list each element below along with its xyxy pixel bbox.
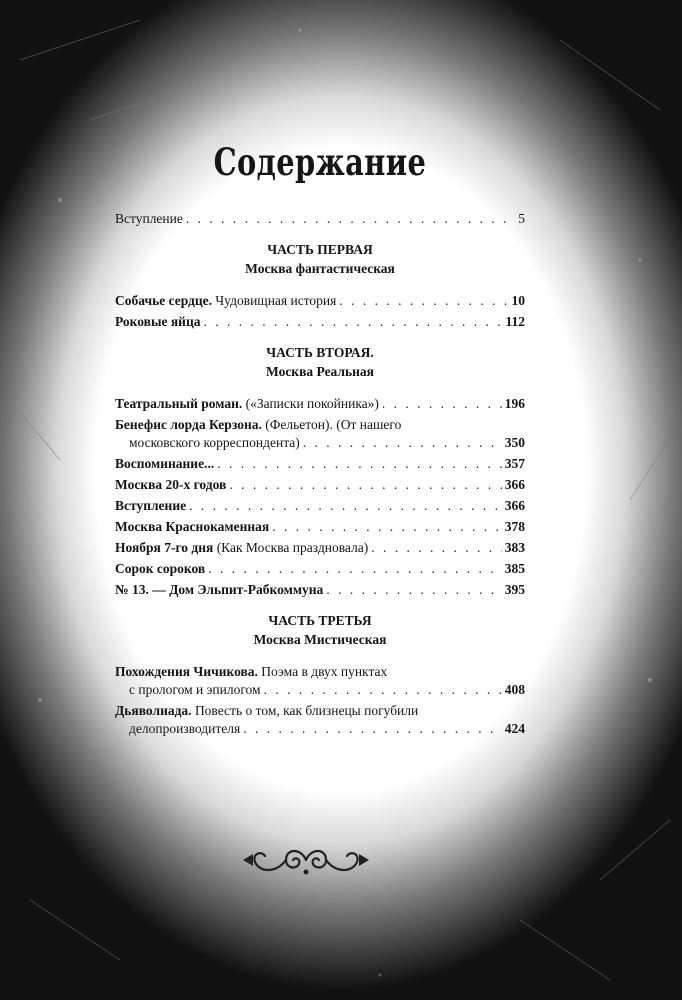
entry-title: Сорок сороков [115,561,206,577]
entry-subtitle: («Записки покойника») [242,396,379,412]
ornament-flourish-icon [241,840,371,880]
entry-title: Дьяволиада. [115,703,192,719]
page-number: 112 [505,314,525,330]
entry-subtitle: Повесть о том, как близнецы погубили [191,703,419,719]
page-number: 350 [504,435,525,451]
page-number: 366 [504,477,525,493]
entry-subtitle: Чудовищная история [212,293,337,309]
leader-dots [371,539,502,557]
page-number: 395 [504,582,525,598]
entry-subtitle: (Как Москва праздновала) [213,540,369,556]
entry-title: Роковые яйца [115,314,201,330]
toc-entry[interactable] [115,455,525,473]
part-heading: ЧАСТЬ ТРЕТЬЯ [268,613,372,629]
leader-dots [217,455,502,473]
part-heading: ЧАСТЬ ПЕРВАЯ [267,242,373,258]
part-heading: ЧАСТЬ ВТОРАЯ. [266,345,374,361]
table-of-contents [115,140,525,741]
entry-subtitle: (Фельетон). (От нашего [261,417,402,433]
toc-entry[interactable] [115,313,525,331]
leader-dots [186,210,515,228]
leader-dots [203,313,502,331]
entry-title: Бенефис лорда Керзона. [115,417,262,433]
section-heading-part3 [115,611,525,649]
leader-dots [229,476,501,494]
toc-entry[interactable] [115,476,525,494]
leader-dots [208,560,502,578]
leader-dots [326,581,501,599]
toc-entry[interactable] [115,663,525,699]
part-subheading: Москва фантастическая [245,261,395,277]
part-subheading: Москва Реальная [266,364,374,380]
toc-entry[interactable] [115,560,525,578]
entry-continuation: делопроизводителя [129,721,241,737]
entry-title: Театральный роман. [115,396,243,412]
toc-entry[interactable] [115,292,525,310]
entry-title: Ноября 7-го дня [115,540,214,556]
leader-dots [189,497,502,515]
page-number: 366 [504,498,525,514]
section-heading-part1 [115,240,525,278]
toc-entry[interactable] [115,416,525,452]
entry-subtitle: Поэма в двух пунктах [257,664,388,680]
leader-dots [382,395,502,413]
entry-continuation: московского корреспондента) [129,435,300,451]
toc-entry[interactable] [115,395,525,413]
page-number: 5 [518,211,525,227]
leader-dots [339,292,508,310]
page-number: 357 [504,456,525,472]
entry-title: Москва Краснокаменная [115,519,270,535]
section-heading-part2 [115,343,525,381]
toc-entry[interactable] [115,702,525,738]
entry-title: Воспоминание... [115,456,215,472]
page-number: 383 [504,540,525,556]
entry-title: Собачье сердце. [115,293,213,309]
toc-entry[interactable] [115,497,525,515]
page-number: 424 [504,721,525,737]
page-title: Содержание [213,140,427,184]
page-number: 385 [504,561,525,577]
entry-title: Москва 20-х годов [115,477,227,493]
page-number: 196 [504,396,525,412]
entry-title: Вступление [115,498,187,514]
toc-entry-intro[interactable] [115,210,525,228]
entry-label: Вступление [115,211,183,227]
toc-entry[interactable] [115,518,525,536]
part-subheading: Москва Мистическая [253,632,387,648]
leader-dots [272,518,502,536]
leader-dots [303,434,502,452]
toc-entry[interactable] [115,581,525,599]
toc-entry[interactable] [115,539,525,557]
leader-dots [243,720,502,738]
entry-title: Похождения Чичикова. [115,664,258,680]
page-number: 408 [504,682,525,698]
page-number: 10 [511,293,525,309]
entry-title: № 13. — Дом Эльпит-Рабкоммуна [115,582,324,598]
page-number: 378 [504,519,525,535]
leader-dots [264,681,502,699]
entry-continuation: с прологом и эпилогом [129,682,261,698]
